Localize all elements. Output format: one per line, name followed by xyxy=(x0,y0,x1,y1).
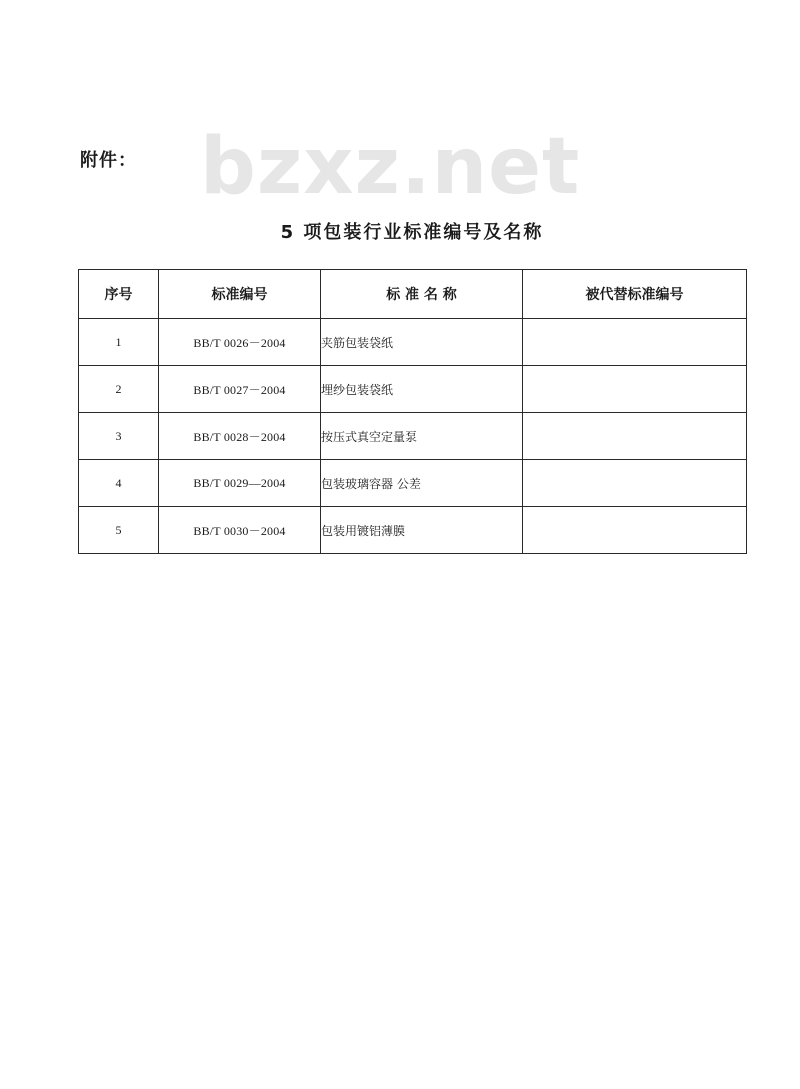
cell-seq: 3 xyxy=(79,413,159,460)
table-row xyxy=(79,366,747,413)
table-row xyxy=(79,413,747,460)
cell-standard-code: BB/T 0028－2004 xyxy=(159,413,321,460)
cell-seq: 4 xyxy=(79,460,159,507)
table-row xyxy=(79,319,747,366)
cell-standard-name: 埋纱包装袋纸 xyxy=(321,366,523,413)
cell-seq: 5 xyxy=(79,507,159,554)
cell-standard-code: BB/T 0027－2004 xyxy=(159,366,321,413)
table-row xyxy=(79,460,747,507)
attachment-label: 附件： xyxy=(80,150,137,171)
document-title: 5 项包装行业标准编号及名称 xyxy=(280,222,544,243)
cell-standard-code: BB/T 0029—2004 xyxy=(159,460,321,507)
cell-replaced-code xyxy=(523,319,747,366)
cell-seq: 1 xyxy=(79,319,159,366)
cell-standard-code: BB/T 0026－2004 xyxy=(159,319,321,366)
cell-replaced-code xyxy=(523,366,747,413)
cell-replaced-code xyxy=(523,413,747,460)
table-header-row xyxy=(79,270,747,319)
cell-replaced-code xyxy=(523,507,747,554)
header-standard-name: 标 准 名 称 xyxy=(321,270,523,319)
cell-standard-name: 包装玻璃容器 公差 xyxy=(321,460,523,507)
header-standard-code: 标准编号 xyxy=(159,270,321,319)
cell-standard-name: 夹筋包装袋纸 xyxy=(321,319,523,366)
cell-standard-name: 按压式真空定量泵 xyxy=(321,413,523,460)
cell-standard-name: 包装用镀铝薄膜 xyxy=(321,507,523,554)
watermark-text: bzxz.net xyxy=(200,122,581,212)
cell-seq: 2 xyxy=(79,366,159,413)
cell-standard-code: BB/T 0030－2004 xyxy=(159,507,321,554)
standards-table xyxy=(78,269,747,554)
header-replaced-code: 被代替标准编号 xyxy=(523,270,747,319)
cell-replaced-code xyxy=(523,460,747,507)
table-row xyxy=(79,507,747,554)
header-seq: 序号 xyxy=(79,270,159,319)
